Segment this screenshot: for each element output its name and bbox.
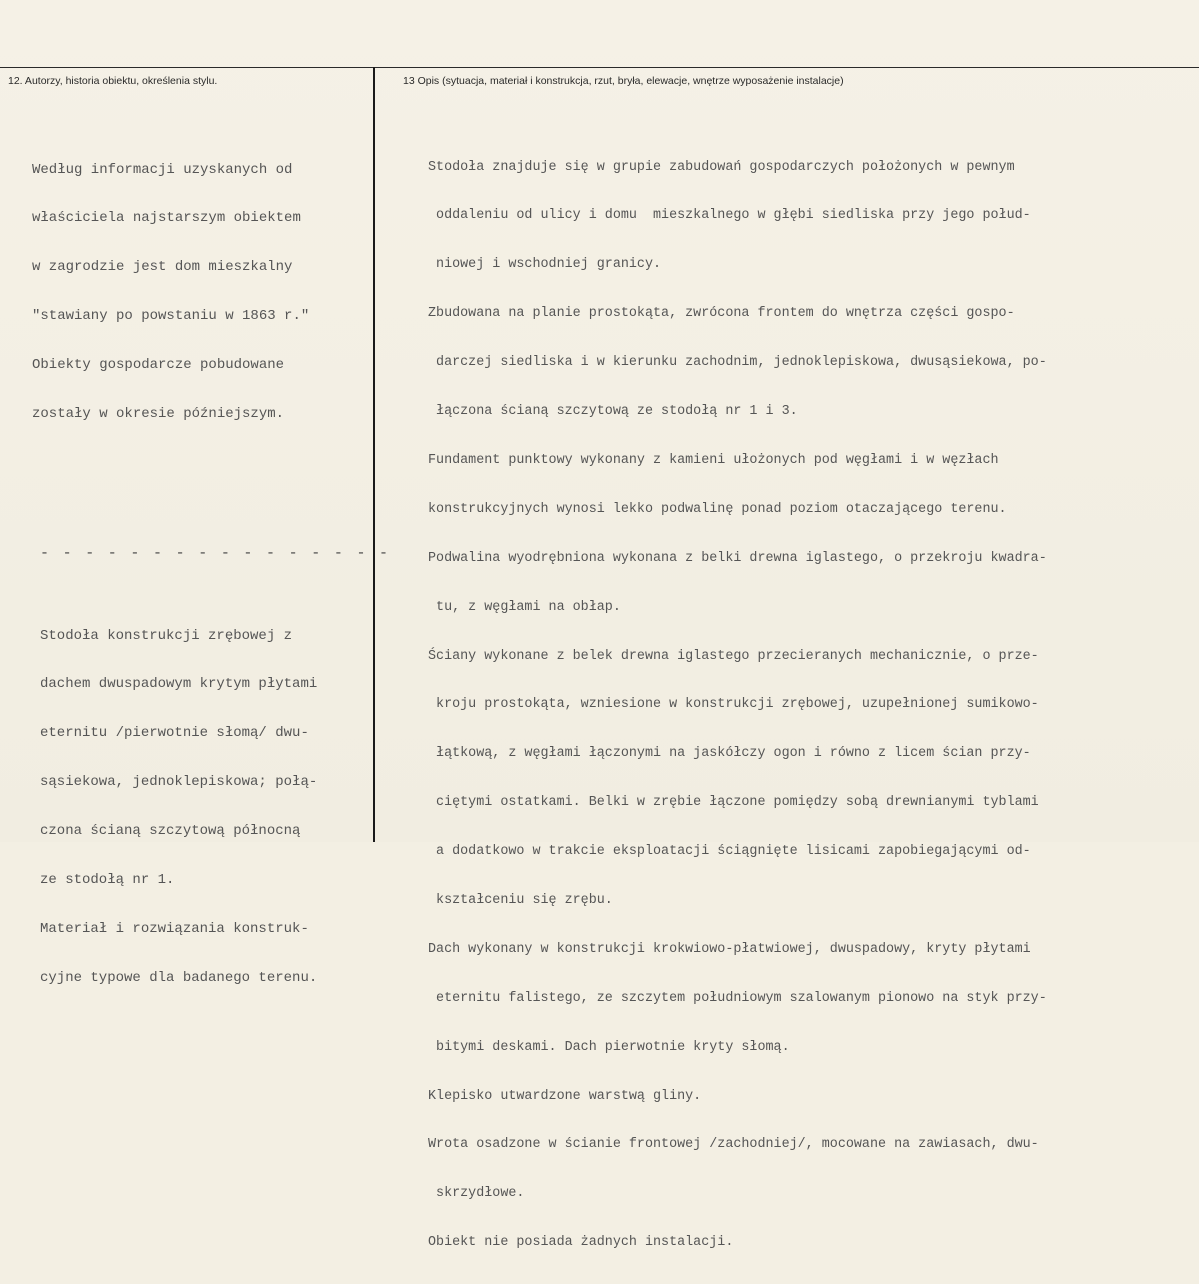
description-line: łączona ścianą szczytową ze stodołą nr 1 i 3. — [428, 404, 798, 420]
history-line: "stawiany po powstaniu w 1863 r." — [32, 308, 310, 325]
description-line: kształceniu się zrębu. — [428, 892, 613, 908]
description-line: kroju prostokąta, wzniesione w konstrukcji zrębowej, uzupełnionej sumikowo- — [428, 697, 1039, 713]
style-line: sąsiekowa, jednoklepiskowa; połą- — [40, 774, 318, 791]
style-summary-text — [40, 595, 317, 1019]
description-line: Stodoła znajduje się w grupie zabudowań gospodarczych położonych w pewnym — [428, 159, 1015, 175]
description-text — [428, 127, 1047, 1284]
style-line: eternitu /pierwotnie słomą/ dwu- — [40, 725, 309, 742]
description-line: Klepisko utwardzone warstwą gliny. — [428, 1088, 702, 1104]
history-line: właściciela najstarszym obiektem — [32, 210, 301, 227]
description-line: darczej siedliska i w kierunku zachodnim, jednoklepiskowa, dwusąsiekowa, po- — [428, 355, 1047, 371]
style-line: Stodoła konstrukcji zrębowej z — [40, 627, 293, 644]
history-text — [32, 129, 309, 455]
history-line: Obiekty gospodarcze pobudowane — [32, 357, 285, 374]
history-line: Według informacji uzyskanych od — [32, 161, 293, 178]
column-divider — [373, 67, 375, 842]
description-line: oddaleniu od ulicy i domu mieszkalnego w głębi siedliska przy jego połud- — [428, 208, 1031, 224]
description-line: bitymi deskami. Dach pierwotnie kryty słomą. — [428, 1039, 790, 1055]
description-line: skrzydłowe. — [428, 1186, 525, 1202]
section-12-header: 12. Autorzy, historia obiektu, określenia stylu. — [8, 75, 218, 87]
description-line: Ściany wykonane z belek drewna iglastego przecieranych mechanicznie, o prze- — [428, 648, 1039, 664]
description-line: Zbudowana na planie prostokąta, zwrócona frontem do wnętrza części gospo- — [428, 306, 1015, 322]
dashed-separator: - - - - - - - - - - - - - - - - — [40, 545, 391, 562]
description-line: Fundament punktowy wykonany z kamieni ułożonych pod węgłami i w węzłach — [428, 452, 999, 468]
description-line: łątkową, z węgłami łączonymi na jaskółczy ogon i równo z licem ścian przy- — [428, 746, 1031, 762]
description-line: ciętymi ostatkami. Belki w zrębie łączone pomiędzy sobą drewnianymi tyblami — [428, 795, 1039, 811]
description-line: Wrota osadzone w ścianie frontowej /zachodniej/, mocowane na zawiasach, dwu- — [428, 1137, 1039, 1153]
style-line: cyjne typowe dla badanego terenu. — [40, 969, 318, 986]
description-line: Dach wykonany w konstrukcji krokwiowo-płatwiowej, dwuspadowy, kryty płytami — [428, 941, 1031, 957]
style-line: ze stodołą nr 1. — [40, 872, 175, 889]
description-line: Podwalina wyodrębniona wykonana z belki drewna iglastego, o przekroju kwadra- — [428, 550, 1047, 566]
description-line: a dodatkowo w trakcie eksploatacji ściągnięte lisicami zapobiegającymi od- — [428, 844, 1031, 860]
history-line: zostały w okresie późniejszym. — [32, 406, 285, 423]
description-line: eternitu falistego, ze szczytem południowym szalowanym pionowo na styk przy- — [428, 990, 1047, 1006]
description-line: konstrukcyjnych wynosi lekko podwalinę ponad poziom otaczającego terenu. — [428, 501, 1007, 517]
history-line: w zagrodzie jest dom mieszkalny — [32, 259, 293, 276]
style-line: czona ścianą szczytową północną — [40, 823, 301, 840]
description-line: Obiekt nie posiada żadnych instalacji. — [428, 1235, 734, 1251]
style-line: dachem dwuspadowym krytym płytami — [40, 676, 318, 693]
section-13-header: 13 Opis (sytuacja, materiał i konstrukcja, rzut, bryła, elewacje, wnętrze wyposażenie instalacje) — [403, 75, 844, 87]
style-line: Materiał i rozwiązania konstruk- — [40, 920, 309, 937]
description-line: tu, z węgłami na obłap. — [428, 599, 621, 615]
description-line: niowej i wschodniej granicy. — [428, 257, 662, 273]
header-rule — [0, 67, 1199, 68]
